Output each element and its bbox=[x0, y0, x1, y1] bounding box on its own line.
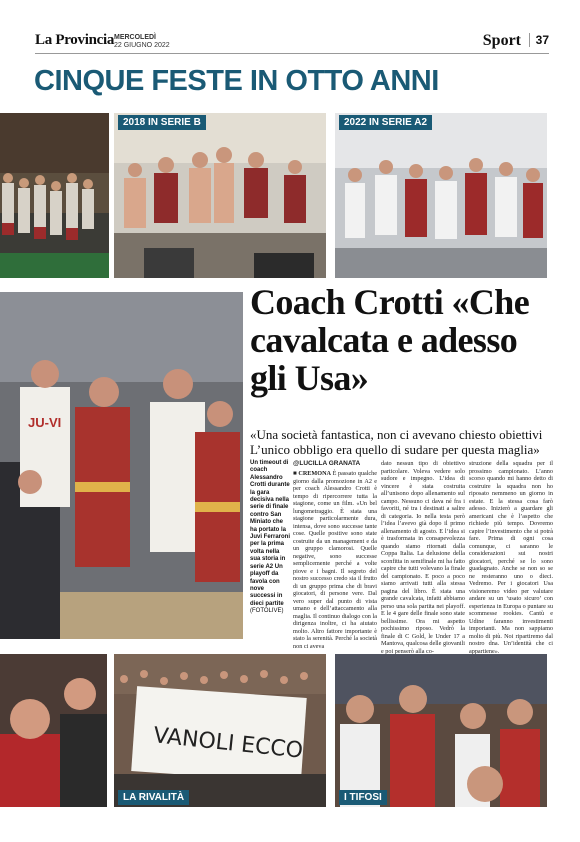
issue-date bbox=[114, 34, 170, 50]
photo-team-celebration-left bbox=[0, 113, 109, 278]
byline-name: LUCILLA GRANATA bbox=[299, 460, 361, 467]
article-column-1 bbox=[293, 460, 378, 650]
photo-young-fans bbox=[0, 654, 107, 807]
article-dateline: CREMONA bbox=[298, 470, 332, 477]
article-subhead: «Una società fantastica, non ci avevano chiesto obiettivi L’unico obbligo era quello di sudare per questa maglia» bbox=[250, 427, 543, 457]
photo-2022-serie-a2 bbox=[335, 113, 547, 278]
article-col3-text: struzione della squadra per il prossimo campionato. L’anno scorso quando mi hanno detto di costruire la squadra non ho riposato nemmeno un giorno in estate. E la stessa cosa farò adesso. Inizierò a guardare gli americani che è l’aspetto che richiede più tempo. Dovremo capire l’investimento che si potrà fare. Prima di ogni cosa comunque, ci saranno le considerazioni sui nostri giocatori, perché se lo sono guadagnato. Anche se non so se ne resteranno uno o dieci. Vedremo. Per i giocatori Usa visioneremo video per valutare andare su un ‘usato sicuro’ con esperienza in Europa o puntare su scommesse rookies. Cantù e Udine faranno investimenti importanti. Ma non sappiamo molto di più. Noi ripartiremo dal nostro dna. Un’identità che ci appartiene». bbox=[469, 460, 553, 655]
caption-text: Un timeout di coach Alessandro Crotti durante la gara decisiva nella serie di finale contro San Miniato che ha portato la Juvi Ferraroni per la prima volta nella sua storia in serie A2 Un playoff da favola con nove successi in dieci partite bbox=[250, 460, 291, 607]
article-col1-text: È passato qualche giorno dalla promozione in A2 e per coach Alessandro Crotti è tempo di ripercorrere tutta la stagione, come un film. «Un bel lungometraggio. È stata una stagione particolarmente dura, intensa, dove sono successe tante cose. Quelle positive sono state costruite da un management e da un gruppo clamorosi. Quelle negative, sono successe semplicemente perché a volte piove e i bagni. Il segreto del nostro successo credo sia il frutto di un gruppo prima che di bravi giocatori, di persone vere. Dal vero super dal punto di vista umano e dell’attaccamento alla maglia. Il continuo dialogo con la dirigenza inoltre, ci ha aiutato molto. Altro fattore importante è stato la serenità. Perché la società non ci aveva bbox=[293, 470, 378, 650]
issue-day: 22 GIUGNO 2022 bbox=[114, 42, 170, 49]
article-column-3 bbox=[469, 460, 553, 655]
section-title: Sport bbox=[482, 32, 521, 49]
kicker-title: CINQUE FESTE IN OTTO ANNI bbox=[34, 65, 439, 97]
photo-2018-serie-b bbox=[114, 113, 326, 278]
photo-tag-2018: 2018 IN SERIE B bbox=[118, 115, 206, 130]
photo-main-timeout bbox=[0, 292, 243, 639]
page-number: 37 bbox=[529, 33, 549, 47]
jersey-text: JU-VI bbox=[28, 415, 62, 430]
page-header bbox=[35, 30, 549, 54]
newspaper-logo: La Provincia bbox=[35, 32, 115, 48]
caption-credit: (FOTOLIVE) bbox=[250, 608, 284, 615]
article-headline: Coach Crotti «Che cavalcata e adesso gli Usa» bbox=[250, 282, 530, 398]
article-byline: @LUCILLA GRANATA bbox=[293, 460, 361, 467]
photo-tag-tifosi: I TIFOSI bbox=[339, 790, 387, 805]
banner-text: VANOLI ECCO bbox=[152, 723, 305, 764]
photo-tag-2022: 2022 IN SERIE A2 bbox=[339, 115, 432, 130]
dateline-icon: ■ bbox=[293, 470, 299, 477]
issue-weekday: MERCOLEDÌ bbox=[114, 34, 156, 41]
photo-i-tifosi bbox=[335, 654, 547, 807]
article-column-2 bbox=[381, 460, 465, 655]
article-col2-text: dato nessun tipo di obiettivo particolare. Voleva vedere solo sudore e impegno. L’idea di vincere è stata costruita all’unisono dopo allenamento sul campo. Nessuno ci dava né fra i favoriti, né tra i destinati a salire di categoria. Io nella testa però l’idea l’avevo già dopo il primo allenamento di agosto. E l’idea si è trasformata in consapevolezza quando siamo ritornati dalla Coppa Italia. La delusione della sconfitta in semifinale mi ha fatto capire che tutti volevano la finale del campionato. E poco a poco siamo arrivati tutti alla stessa pagina del libro. È stata una grande cavalcata, infatti abbiamo perso una sola partita nei playoff. E le 4 gare delle finale sono state bellissime. Ora mi aspetto pochissimo riposo. Vedrò la finale di C Gold, le Under 17 a Mantova, qualcosa delle giovanili e poi penserò alla co- bbox=[381, 460, 465, 655]
photo-caption bbox=[250, 460, 290, 616]
photo-la-rivalita bbox=[114, 654, 326, 807]
photo-tag-rivalita: LA RIVALITÀ bbox=[118, 790, 189, 805]
